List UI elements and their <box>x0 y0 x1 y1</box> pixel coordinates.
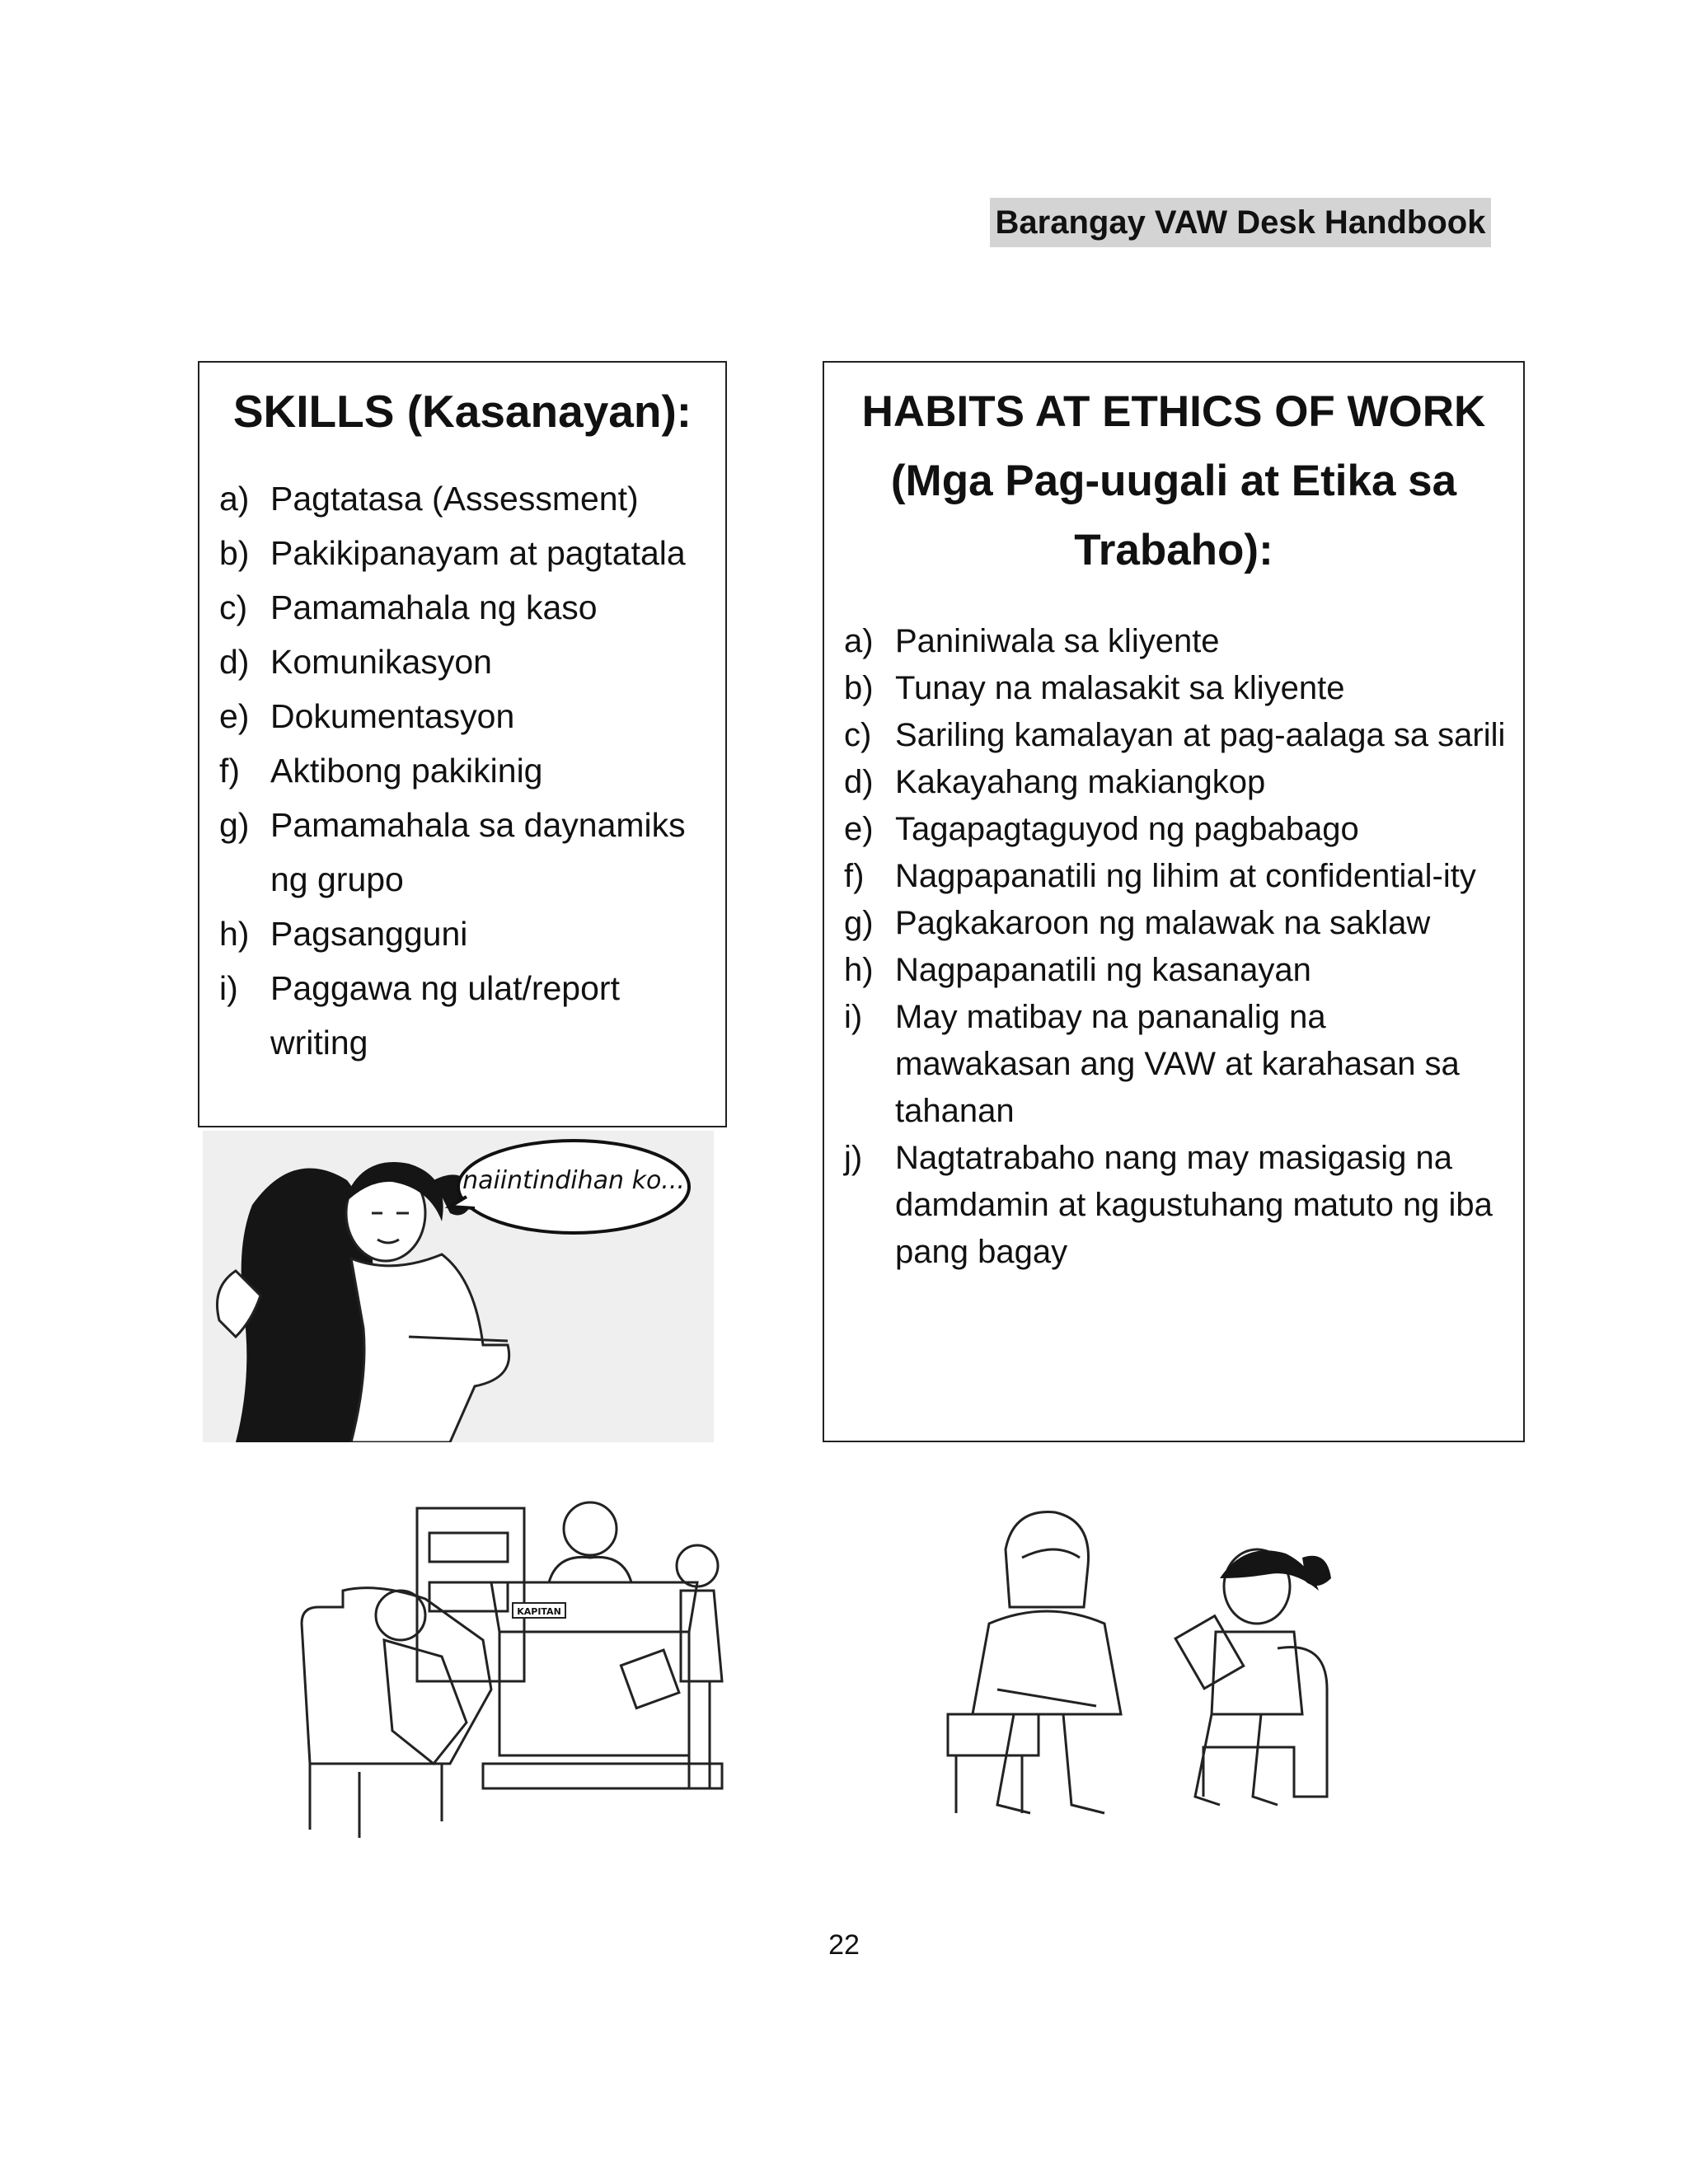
list-item: f) Nagpapanatili ng lihim at confidential-ity <box>844 858 1476 894</box>
skills-box <box>198 361 727 1127</box>
list-item: e) Dokumentasyon <box>219 697 515 735</box>
list-item: b) Tunay na malasakit sa kliyente <box>844 670 1345 706</box>
list-item: f) Aktibong pakikinig <box>219 752 543 790</box>
list-item: a) Pagtatasa (Assessment) <box>219 480 639 518</box>
habits-list <box>824 618 1523 1276</box>
page-number: 22 <box>828 1929 860 1961</box>
list-item: h) Pagsangguni <box>219 915 468 953</box>
hug-illustration <box>203 1131 714 1442</box>
skills-list <box>199 471 725 1070</box>
desk-nameplate-text: KAPITAN <box>517 1606 561 1617</box>
list-item: a) Paniniwala sa kliyente <box>844 623 1220 659</box>
habits-title: HABITS AT ETHICS OF WORK (Mga Pag-uugali at Etika sa Trabaho): <box>861 387 1486 574</box>
list-item: d) Kakayahang makiangkop <box>844 764 1266 800</box>
list-item: h) Nagpapanatili ng kasanayan <box>844 952 1311 988</box>
list-item: e) Tagapagtaguyod ng pagbabago <box>844 811 1359 847</box>
list-item: i) Paggawa ng ulat/report writing <box>219 969 620 1062</box>
list-item: c) Pamamahala ng kaso <box>219 588 598 626</box>
list-item: j) Nagtatrabaho nang may masigasig na damdamin at kagustuhang matuto ng iba pang bagay <box>844 1140 1493 1270</box>
habits-box <box>823 361 1525 1442</box>
list-item: b) Pakikipanayam at pagtatala <box>219 534 686 572</box>
handbook-title: Barangay VAW Desk Handbook <box>990 198 1491 247</box>
list-item: d) Komunikasyon <box>219 643 492 681</box>
list-item: g) Pamamahala sa daynamiks ng grupo <box>219 806 686 898</box>
list-item: i) May matibay na pananalig na mawakasan ang VAW at karahasan sa tahanan <box>844 999 1460 1129</box>
speech-bubble-text: naiintindihan ko... <box>462 1166 685 1195</box>
interview-illustration <box>940 1500 1368 1838</box>
list-item: g) Pagkakaroon ng malawak na saklaw <box>844 905 1431 941</box>
office-illustration <box>293 1492 765 1846</box>
skills-title: SKILLS (Kasanayan): <box>232 386 692 437</box>
list-item: c) Sariling kamalayan at pag-aalaga sa sarili <box>844 717 1506 753</box>
